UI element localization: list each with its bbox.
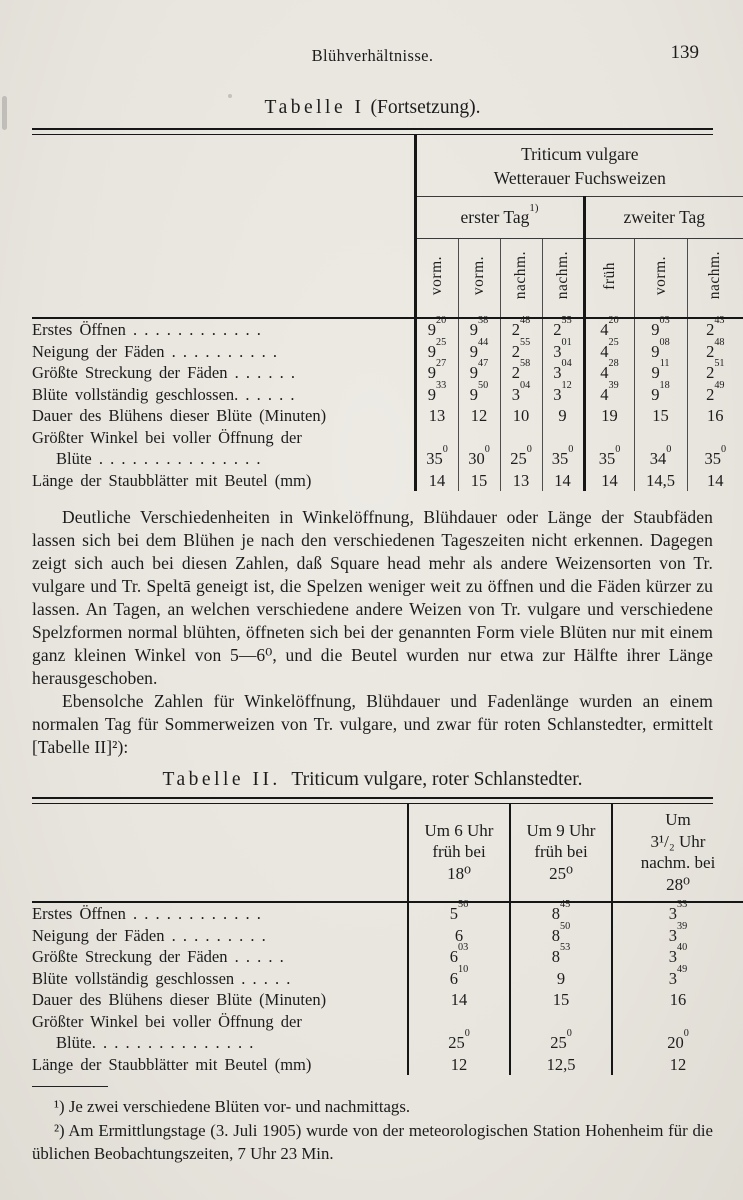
row-label: Größte Streckung der Fäden . . . . . [32,947,284,966]
col-head-line: 18⁰ [447,863,471,883]
col-head-line: nachm. bei [640,853,716,872]
species-line2: Wetterauer Fuchsweizen [493,168,666,188]
table1-species-head [415,135,743,197]
table1-col-head-5 [634,239,687,319]
value-cell: 10 [500,405,542,427]
table1-body [32,315,743,491]
value-cell: $2^{55}$ [500,341,542,363]
value-cell: 19 [584,405,634,427]
row-label: Erstes Öffnen . . . . . . . . . . . . [32,904,261,923]
value-cell: $30^0$ [458,427,500,470]
table-row [32,405,743,427]
value-cell: $6^{10}$ [408,968,510,990]
footnote-1: ¹) Je zwei verschiedene Blüten vor- und nachmittags. [54,1097,411,1116]
value-cell: $9^{11}$ [634,362,687,384]
rotated-col-label: vorm. [651,255,669,296]
col-head-line: 25⁰ [549,863,573,883]
value-cell: $9^{25}$ [415,341,458,363]
row-label: Länge der Staubblätter mit Beutel (mm) [32,470,312,490]
table1-header [32,135,743,318]
table1-col-head-2 [500,239,542,319]
value-cell: 15 [634,405,687,427]
value-cell: 14,5 [634,470,687,492]
col-head-line: 3¹/₂ Uhr [650,831,706,851]
value-cell: $9^{38}$ [458,318,500,341]
table2-col-head-2 [612,804,743,902]
table2-top-rule [32,797,713,804]
table-row [32,902,743,925]
row-label: Dauer des Blühens dieser Blüte (Minuten) [32,406,327,425]
value-cell: $25^0$ [408,1011,510,1054]
value-cell: $9^{27}$ [415,362,458,384]
table2 [32,804,743,1075]
value-cell: $3^{49}$ [612,968,743,990]
value-cell: $3^{40}$ [612,946,743,968]
col-head-line: Um [665,810,691,829]
rotated-col-label: früh [600,261,618,290]
paragraph-2: Ebensolche Zahlen für Winkelöffnung, Blühdauer und Fadenlänge wurden an einem normalen Tag für Sommerweizen von Tr. vulgare, und zwar für roten Schlanstedter, ermittelt [Tabelle II]²): [32,691,713,757]
value-cell: $2^{51}$ [687,362,743,384]
value-cell: $35^0$ [584,427,634,470]
table1-col-head-1 [458,239,500,319]
value-cell: $8^{45}$ [510,902,612,925]
value-cell: $3^{33}$ [612,902,743,925]
value-cell: $4^{20}$ [584,318,634,341]
rotated-col-label: nachm. [512,251,529,300]
value-cell: 12 [458,405,500,427]
table-row [32,989,743,1011]
value-cell: $3^{39}$ [612,925,743,947]
value-cell: $9^{47}$ [458,362,500,384]
value-cell: $2^{48}$ [500,318,542,341]
value-cell: $9^{50}$ [458,384,500,406]
table1 [32,135,743,491]
row-label: Größter Winkel bei voller Öffnung der Blüte . . . . . . . . . . . . . . . [32,427,302,468]
value-cell: $4^{25}$ [584,341,634,363]
value-cell: 16 [612,989,743,1011]
value-cell: $20^0$ [612,1011,743,1054]
value-cell: $3^{01}$ [542,341,584,363]
table-row [32,341,743,363]
value-cell: $2^{43}$ [687,318,743,341]
col-head-line: früh bei [534,842,588,862]
table-row [32,427,743,470]
value-cell: $4^{39}$ [584,384,634,406]
row-label: Erstes Öffnen . . . . . . . . . . . . [32,320,261,339]
table-row [32,968,743,990]
value-cell: $9^{08}$ [634,341,687,363]
value-cell: $9^{03}$ [634,318,687,341]
table2-col-head-0 [408,804,510,902]
value-cell: 14 [408,989,510,1011]
table-row [32,384,743,406]
page-number: 139 [670,42,699,63]
col-head-line: früh bei [432,842,486,862]
table1-top-rule [32,128,713,135]
value-cell: $35^0$ [542,427,584,470]
row-label: Länge der Staubblätter mit Beutel (mm) [32,1054,312,1074]
footnote-2: ²) Am Ermittlungstage (3. Juli 1905) wurde von der meteorologischen Station Hohenheim für die üblichen Beobachtungszeiten, 7 Uhr 23 Min. [32,1120,713,1163]
col-head-line: Um 6 Uhr [424,820,494,840]
footnotes [32,1095,713,1166]
value-cell: $2^{58}$ [500,362,542,384]
scan-artifact [2,96,7,130]
col-head-line: 28⁰ [666,874,690,894]
table-row [32,470,743,492]
row-label: Größte Streckung der Fäden . . . . . . [32,363,295,382]
rotated-col-label: nachm. [706,251,724,300]
value-cell: 12 [612,1054,743,1076]
table1-col-head-6 [687,239,743,319]
footnote-separator [32,1086,108,1087]
table2-col-head-1 [510,804,612,902]
rotated-col-label: vorm. [428,255,445,296]
table2-title-main: Tabelle II. [162,769,281,790]
value-cell: 13 [415,405,458,427]
table2-label-column-head [32,804,408,902]
value-cell: $9^{20}$ [415,318,458,341]
table1-title-suffix: (Fortsetzung). [370,97,481,118]
value-cell: $4^{28}$ [584,362,634,384]
rotated-col-label: vorm. [470,255,487,296]
value-cell: $9^{18}$ [634,384,687,406]
table1-day-group-2: zweiter Tag [584,197,743,239]
value-cell: 6 [408,925,510,947]
table2-header [32,804,743,902]
value-cell: 9 [510,968,612,990]
value-cell: 15 [510,989,612,1011]
rotated-col-label: nachm. [553,251,571,300]
value-cell: 14 [687,470,743,492]
value-cell: $2^{55}$ [542,318,584,341]
value-cell: $8^{50}$ [510,925,612,947]
table1-col-head-3 [542,239,584,319]
table-row [32,925,743,947]
row-label: Blüte vollständig geschlossen . . . . . [32,968,291,988]
value-cell: 9 [542,405,584,427]
row-label: Größter Winkel bei voller Öffnung der Blüte. . . . . . . . . . . . . . . [32,1011,302,1052]
row-label: Neigung der Fäden . . . . . . . . . [32,925,266,945]
table1-day-group-1: erster Tag$^{1)}$ [415,197,584,239]
scan-artifact [228,94,232,98]
table1-col-head-0 [415,239,458,319]
value-cell: $8^{53}$ [510,946,612,968]
row-label: Dauer des Blühens dieser Blüte (Minuten) [32,990,327,1009]
value-cell: $9^{44}$ [458,341,500,363]
table1-col-head-4 [584,239,634,319]
table-row [32,1011,743,1054]
table1-title [32,97,713,119]
value-cell: 14 [415,470,458,492]
value-cell: 12,5 [510,1054,612,1076]
value-cell: $5^{56}$ [408,902,510,925]
table1-label-column-head [32,135,415,318]
value-cell: 13 [500,470,542,492]
value-cell: $34^0$ [634,427,687,470]
table2-title-suffix: Triticum vulgare, roter Schlanstedter. [291,769,583,790]
table-row [32,318,743,341]
table-row [32,362,743,384]
value-cell: 15 [458,470,500,492]
running-head-title: Blühverhältnisse. [311,46,434,65]
row-label: Neigung der Fäden . . . . . . . . . . [32,341,277,361]
value-cell: $3^{04}$ [542,362,584,384]
value-cell: $35^0$ [415,427,458,470]
value-cell: $35^0$ [687,427,743,470]
col-head-line: Um 9 Uhr [526,820,596,840]
value-cell: $25^0$ [500,427,542,470]
species-line1: Triticum vulgare [521,144,639,164]
value-cell: 14 [584,470,634,492]
value-cell: $25^0$ [510,1011,612,1054]
value-cell: $2^{48}$ [687,341,743,363]
table1-title-main: Tabelle I [264,97,365,118]
table2-body [32,899,743,1075]
value-cell: $6^{03}$ [408,946,510,968]
value-cell: $3^{04}$ [500,384,542,406]
table-row [32,1054,743,1076]
value-cell: 12 [408,1054,510,1076]
value-cell: 16 [687,405,743,427]
table-row [32,946,743,968]
table2-title [32,769,713,791]
value-cell: 14 [542,470,584,492]
row-label: Blüte vollständig geschlossen. . . . . . [32,384,295,404]
paragraph-1: Deutliche Verschiedenheiten in Winkelöffnung, Blühdauer oder Länge der Staubfäden lassen sich bei dem Blühen je nach den verschiedenen Tageszeiten nicht erkennen. Dagegen zeigt sich auch bei diesen Zahlen, daß Square head mehr als andere Weizensorten von Tr. vulgare und Tr. Speltā geneigt ist, die Spelzen weniger weit zu öffnen und die Fäden kürzer zu lassen. An Tagen, an welchen verschiedene andere Weizen von Tr. vulgare und verschiedene Spelzformen normal blühten, öffneten sich bei der genannten Form viele Blüten nur mit einem ganz kleinen Winkel von 5—6⁰, und die Beutel wurden nur etwa zur Hälfte ihrer Länge herausgeschoben. [32,507,713,688]
value-cell: $9^{33}$ [415,384,458,406]
value-cell: $2^{49}$ [687,384,743,406]
value-cell: $3^{12}$ [542,384,584,406]
running-head [32,0,713,70]
